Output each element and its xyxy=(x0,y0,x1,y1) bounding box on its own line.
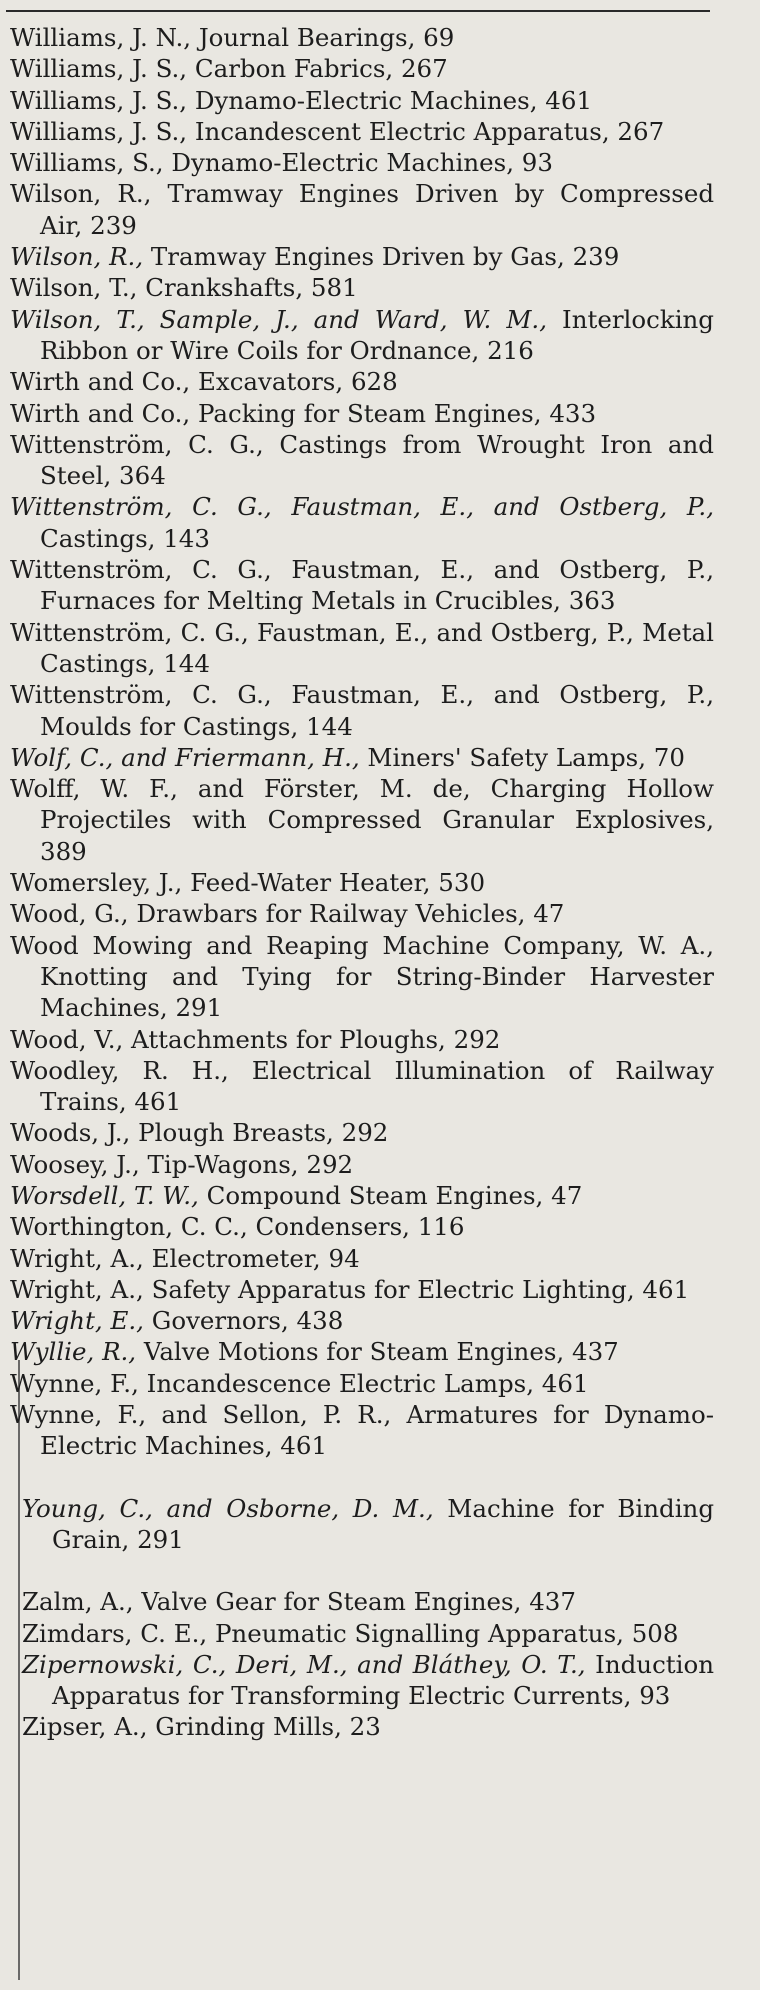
entry-subject: Interlocking Ribbon or Wire Coils for Ordnance, 216 xyxy=(40,304,714,365)
entry-name: Wolf, C., and Friermann, H., xyxy=(10,742,360,772)
entry-subject: Dynamo-Electric Machines, 461 xyxy=(187,85,593,115)
index-entry xyxy=(22,1711,714,1742)
entry-name: Wright, A., xyxy=(10,1274,144,1304)
entry-name: Zimdars, C. E., xyxy=(22,1618,208,1648)
entry-subject: Machine for Binding Grain, 291 xyxy=(52,1493,714,1554)
entry-name: Wilson, T., Sample, J., and Ward, W. M., xyxy=(10,304,547,334)
entry-name: Williams, J. S., xyxy=(10,85,188,115)
entry-subject: Crankshafts, 581 xyxy=(137,273,358,303)
entry-name: Womersley, J., xyxy=(10,868,183,898)
entry-name: Williams, J. S., xyxy=(10,116,188,146)
index-entry xyxy=(10,116,714,147)
entry-subject: Plough Breasts, 292 xyxy=(130,1118,389,1148)
index-entry xyxy=(10,1243,714,1274)
entry-name: Wilson, R., xyxy=(10,242,144,272)
entry-name: Wright, A., xyxy=(10,1243,144,1273)
index-entry xyxy=(10,366,714,397)
entry-subject: Compound Steam Engines, 47 xyxy=(198,1180,583,1210)
entry-subject: Attachments for Ploughs, 292 xyxy=(123,1024,501,1054)
entry-subject: Castings, 143 xyxy=(40,523,210,553)
entry-subject: Pneumatic Signalling Apparatus, 508 xyxy=(207,1618,679,1648)
index-entry xyxy=(10,272,714,303)
entry-name: Wittenström, C. G., xyxy=(10,429,264,459)
entry-name: Wittenström, C. G., Faustman, E., and Ostberg, P., xyxy=(10,680,714,710)
index-entry xyxy=(10,178,714,241)
entry-name: Worthington, C. C., xyxy=(10,1212,248,1242)
index-entry xyxy=(10,1211,714,1242)
top-rule xyxy=(6,10,710,12)
entry-name: Wittenström, C. G., Faustman, E., and Ostberg, P., xyxy=(10,617,634,647)
index-entry xyxy=(10,1024,714,1055)
index-entry xyxy=(10,773,714,867)
index-entry xyxy=(10,930,714,1024)
entry-name: Wittenström, C. G., Faustman, E., and Ostberg, P., xyxy=(10,492,714,522)
entry-subject: Incandescence Electric Lamps, 461 xyxy=(138,1368,589,1398)
index-entry xyxy=(10,398,714,429)
index-entry xyxy=(22,1493,714,1556)
index-entry xyxy=(10,147,714,178)
entry-subject: Safety Apparatus for Electric Lighting, 461 xyxy=(143,1274,690,1304)
entry-subject: Induction Apparatus for Transforming Electric Currents, 93 xyxy=(52,1649,715,1711)
index-entry xyxy=(22,1586,714,1617)
entry-name: Williams, J. S., xyxy=(10,54,188,84)
index-entry xyxy=(10,491,714,554)
entry-subject: Metal Castings, 144 xyxy=(40,617,714,678)
entry-subject: Drawbars for Railway Vehicles, 47 xyxy=(128,899,565,929)
index-entry xyxy=(10,429,714,492)
entry-subject: Dynamo-Electric Machines, 93 xyxy=(163,148,553,178)
index-entry xyxy=(10,1368,714,1399)
entry-name: Zalm, A., xyxy=(22,1587,134,1617)
entry-subject: Tip-Wagons, 292 xyxy=(139,1149,354,1179)
entry-subject: Feed-Water Heater, 530 xyxy=(182,868,486,898)
entry-name: Wright, E., xyxy=(10,1306,144,1336)
index-entry xyxy=(10,241,714,272)
entry-name: Worsdell, T. W., xyxy=(10,1180,199,1210)
section-gap xyxy=(10,1462,714,1493)
entry-subject: Valve Gear for Steam Engines, 437 xyxy=(133,1587,576,1617)
index-entry xyxy=(10,53,714,84)
index-entry xyxy=(10,1336,714,1367)
entry-name: Wood, V., xyxy=(10,1024,124,1054)
entry-subject: Condensers, 116 xyxy=(247,1212,465,1242)
index-entry xyxy=(10,1399,714,1462)
index-entry xyxy=(10,85,714,116)
entry-subject: Excavators, 628 xyxy=(190,367,398,397)
index-entry xyxy=(10,1055,714,1118)
entry-subject: Journal Bearings, 69 xyxy=(191,23,455,52)
entry-name: Wood, G., xyxy=(10,899,129,929)
entry-name: Wyllie, R., xyxy=(10,1337,137,1367)
entry-name: Young, C., and Osborne, D. M., xyxy=(22,1493,434,1523)
entry-subject: Electrical Illumination of Railway Trains, 461 xyxy=(40,1055,715,1117)
entry-subject: Furnaces for Melting Metals in Crucibles, 363 xyxy=(40,586,616,616)
entry-subject: Moulds for Castings, 144 xyxy=(40,711,353,741)
section-gap xyxy=(10,1555,714,1586)
entry-subject: Armatures for Dynamo-Electric Machines, 461 xyxy=(40,1400,714,1461)
entry-name: Wood Mowing and Reaping Machine Company, W. A., xyxy=(10,930,714,960)
index-entry xyxy=(22,1618,714,1649)
entry-name: Wilson, R., xyxy=(10,179,152,209)
index-entry xyxy=(10,304,714,367)
index-entry xyxy=(10,1180,714,1211)
index-entry xyxy=(10,679,714,742)
entry-subject: Knotting and Tying for String-Binder Harvester Machines, 291 xyxy=(40,961,714,1023)
entry-subject: Incandescent Electric Apparatus, 267 xyxy=(187,116,665,146)
index-entry xyxy=(10,617,714,680)
entry-name: Wolff, W. F., and Förster, M. de, xyxy=(10,774,471,804)
index-entry xyxy=(10,1274,714,1305)
entry-name: Woosey, J., xyxy=(10,1149,140,1179)
entry-subject: Tramway Engines Driven by Gas, 239 xyxy=(143,242,620,272)
entry-name: Wilson, T., xyxy=(10,273,138,303)
index-entry xyxy=(10,867,714,898)
entry-name: Wirth and Co., xyxy=(10,367,191,397)
index-entry xyxy=(10,1149,714,1180)
entry-name: Wittenström, C. G., Faustman, E., and Ostberg, P., xyxy=(10,555,714,585)
entry-name: Zipernowski, C., Deri, M., and Bláthey, O. T., xyxy=(22,1649,586,1679)
entry-subject: Packing for Steam Engines, 433 xyxy=(190,398,597,428)
entry-subject: Grinding Mills, 23 xyxy=(147,1712,381,1742)
entry-name: Williams, S., xyxy=(10,148,164,178)
entry-name: Wynne, F., xyxy=(10,1368,139,1398)
entry-name: Woods, J., xyxy=(10,1118,131,1148)
entry-subject: Valve Motions for Steam Engines, 437 xyxy=(136,1337,619,1367)
entry-subject: Electrometer, 94 xyxy=(143,1243,360,1273)
index-entry xyxy=(10,554,714,617)
entry-name: Wynne, F., and Sellon, P. R., xyxy=(10,1400,392,1430)
index-entry xyxy=(10,22,714,53)
entry-subject: Carbon Fabrics, 267 xyxy=(187,54,448,84)
index-column xyxy=(10,22,714,1743)
entry-name: Wirth and Co., xyxy=(10,398,191,428)
index-entry xyxy=(10,1117,714,1148)
index-entry xyxy=(10,1305,714,1336)
entry-subject: Charging Hollow Projectiles with Compressed Granular Explosives, 389 xyxy=(40,774,714,866)
entry-name: Williams, J. N., xyxy=(10,23,192,52)
index-entry xyxy=(10,742,714,773)
entry-subject: Miners' Safety Lamps, 70 xyxy=(359,742,685,772)
entry-subject: Tramway Engines Driven by Compressed Air, 239 xyxy=(40,179,715,240)
entry-subject: Castings from Wrought Iron and Steel, 364 xyxy=(40,429,714,491)
entry-name: Woodley, R. H., xyxy=(10,1055,229,1085)
entry-subject: Governors, 438 xyxy=(143,1306,344,1336)
index-entry xyxy=(22,1649,714,1712)
index-entry xyxy=(10,898,714,929)
entry-name: Zipser, A., xyxy=(22,1712,148,1742)
